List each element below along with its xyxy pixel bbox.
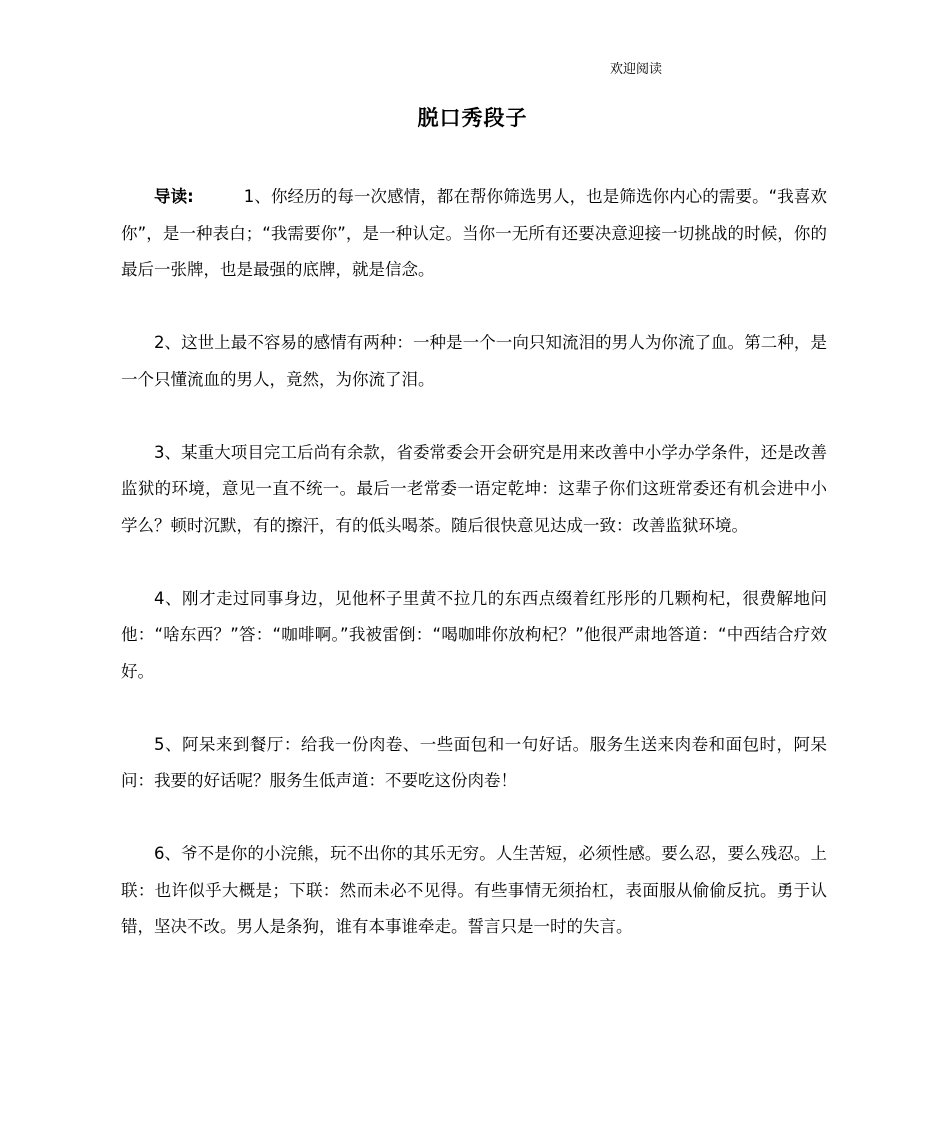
paragraph-3: 3、某重大项目完工后尚有余款，省委常委会开会研究是用来改善中小学办学条件，还是改善监狱的环境，意见一直不统一。最后一老常委一语定乾坤：这辈子你们这班常委还有机会进中小学么？顿时沉默，有的擦汗，有的低头喝茶。随后很快意见达成一致：改善监狱环境。 [121,442,827,535]
lead-label: 导读: [154,187,194,206]
paragraph-6: 6、爷不是你的小浣熊，玩不出你的其乐无穷。人生苦短，必须性感。要么忍，要么残忍。上联：也许似乎大概是；下联：然而未必不见得。有些事情无须抬杠，表面服从偷偷反抗。勇于认错，坚决不改。男人是条狗，谁有本事谁牵走。誓言只是一时的失言。 [121,844,827,936]
document-title: 脱口秀段子 [417,106,528,130]
paragraph-5: 5、阿呆来到餐厅：给我一份肉卷、一些面包和一句好话。服务生送来肉卷和面包时，阿呆问：我要的好话呢？服务生低声道：不要吃这份肉卷！ [121,734,827,790]
paragraph-text: 1、你经历的每一次感情，都在帮你筛选男人，也是筛选你内心的需要。“我喜欢你”，是一种表白；“我需要你”，是一种认定。当你一无所有还要决意迎接一切挑战的时候，你的最后一张牌，也是最强的底牌，就是信念。 [121,187,827,279]
document-body [121,179,827,982]
paragraph-4: 4、刚才走过同事身边，见他杯子里黄不拉几的东西点缀着红彤彤的几颗枸杞，很费解地问他：“啥东西？”答：“咖啡啊。”我被雷倒：“喝咖啡你放枸杞？”他很严肃地答道：“中西结合疗效好。 [121,588,827,681]
paragraph-1 [121,179,827,289]
page-header: 欢迎阅读 [610,62,663,77]
paragraph-2: 2、这世上最不容易的感情有两种：一种是一个一向只知流泪的男人为你流了血。第二种，是一个只懂流血的男人，竟然，为你流了泪。 [121,333,827,389]
